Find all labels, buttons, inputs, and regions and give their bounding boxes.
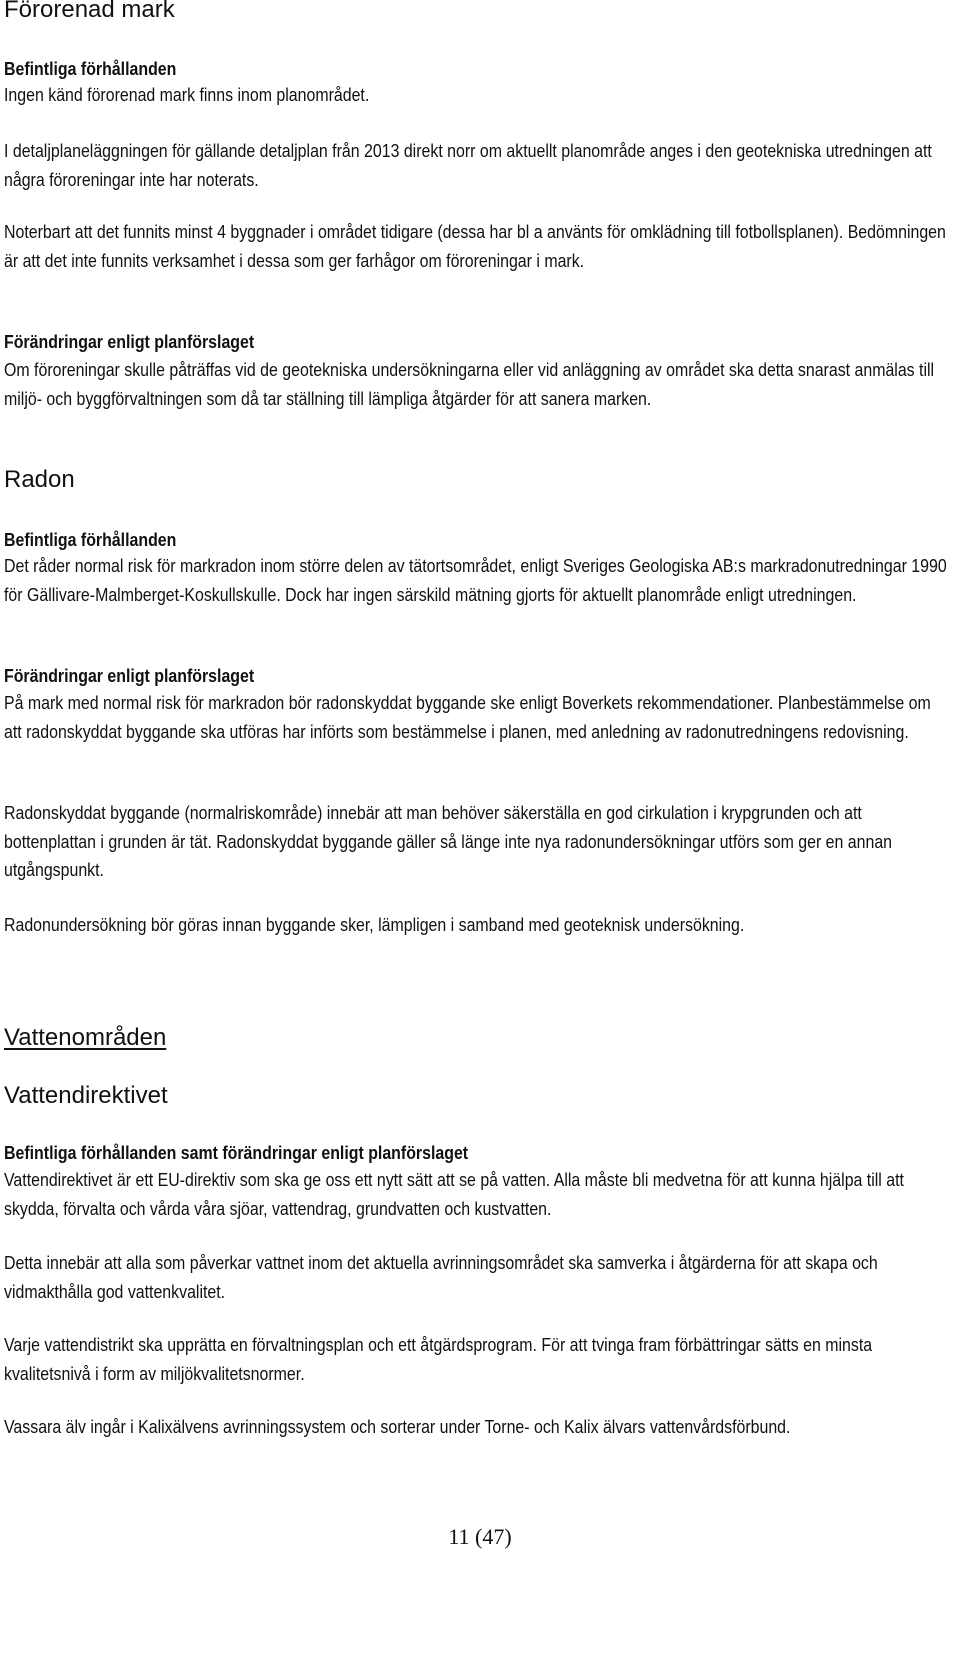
paragraph: Ingen känd förorenad mark finns inom planområdet. [4, 84, 370, 105]
page-number: 11 (47) [448, 1524, 512, 1549]
heading-forandringar-enligt-planforslaget: Förändringar enligt planförslaget [4, 331, 255, 352]
section-subtitle-vattendirektivet: Vattendirektivet [4, 1082, 168, 1109]
paragraph: Vassara älv ingår i Kalixälvens avrinningssystem och sorterar under Torne- och Kalix älvars vattenvårdsförbund. [4, 1416, 791, 1437]
paragraph: Detta innebär att alla som påverkar vattnet inom det aktuella avrinningsområdet ska samverka i åtgärderna för att skapa och vidmakthålla god vattenkvalitet. [4, 1252, 878, 1302]
section-title-fororenad-mark: Förorenad mark [4, 0, 175, 23]
section-title-vattenomraden: Vattenområden [4, 1024, 167, 1051]
paragraph: Noterbart att det funnits minst 4 byggnader i området tidigare (dessa har bl a använts för omklädning till fotbollsplanen). Bedömningen är att det inte funnits verksamhet i dessa som ger farhågor om föroreningar i mark. [4, 221, 946, 271]
paragraph: Radonskyddat byggande (normalriskområde) innebär att man behöver säkerställa en god cirkulation i krypgrunden och att bottenplattan i grunden är tät. Radonskyddat byggande gäller så länge inte nya radonundersökningar utförs som ger en annan utgångspunkt. [4, 802, 893, 880]
heading-forandringar-enligt-planforslaget: Förändringar enligt planförslaget [4, 665, 255, 686]
heading-befintliga-forhallanden: Befintliga förhållanden [4, 58, 177, 79]
heading-befintliga-och-forandringar: Befintliga förhållanden samt förändringar enligt planförslaget [4, 1142, 469, 1163]
paragraph: Vattendirektivet är ett EU-direktiv som ska ge oss ett nytt sätt att se på vatten. Alla måste bli medvetna för att kunna hjälpa till att skydda, förvalta och vårda våra sjöar, vattendrag, grundvatten och kustvatten. [4, 1169, 904, 1219]
section-title-radon: Radon [4, 466, 75, 493]
paragraph: Radonundersökning bör göras innan byggande sker, lämpligen i samband med geoteknisk undersökning. [4, 914, 745, 935]
paragraph: Det råder normal risk för markradon inom större delen av tätortsområdet, enligt Sveriges Geologiska AB:s markradonutredningar 1990 för Gällivare-Malmberget-Koskullskulle. Dock har ingen särskild mätning gjorts för aktuellt planområde enligt utredningen. [4, 555, 947, 605]
paragraph: Om föroreningar skulle påträffas vid de geotekniska undersökningarna eller vid anläggning av området ska detta snarast anmälas till miljö- och byggförvaltningen som då tar ställning till lämpliga åtgärder för att sanera marken. [4, 359, 935, 409]
paragraph: Varje vattendistrikt ska upprätta en förvaltningsplan och ett åtgärdsprogram. För att tvinga fram förbättringar sätts en minsta kvalitetsnivå i form av miljökvalitetsnormer. [4, 1334, 873, 1384]
paragraph: I detaljplaneläggningen för gällande detaljplan från 2013 direkt norr om aktuellt planområde anges i den geotekniska utredningen att några föroreningar inte har noterats. [4, 140, 932, 190]
paragraph: På mark med normal risk för markradon bör radonskyddat byggande ske enligt Boverkets rekommendationer. Planbestämmelse om att radonskyddat byggande ska utföras har införts som bestämmelse i planen, med anledning av radonutredningens redovisning. [4, 692, 931, 742]
heading-befintliga-forhallanden: Befintliga förhållanden [4, 529, 177, 550]
